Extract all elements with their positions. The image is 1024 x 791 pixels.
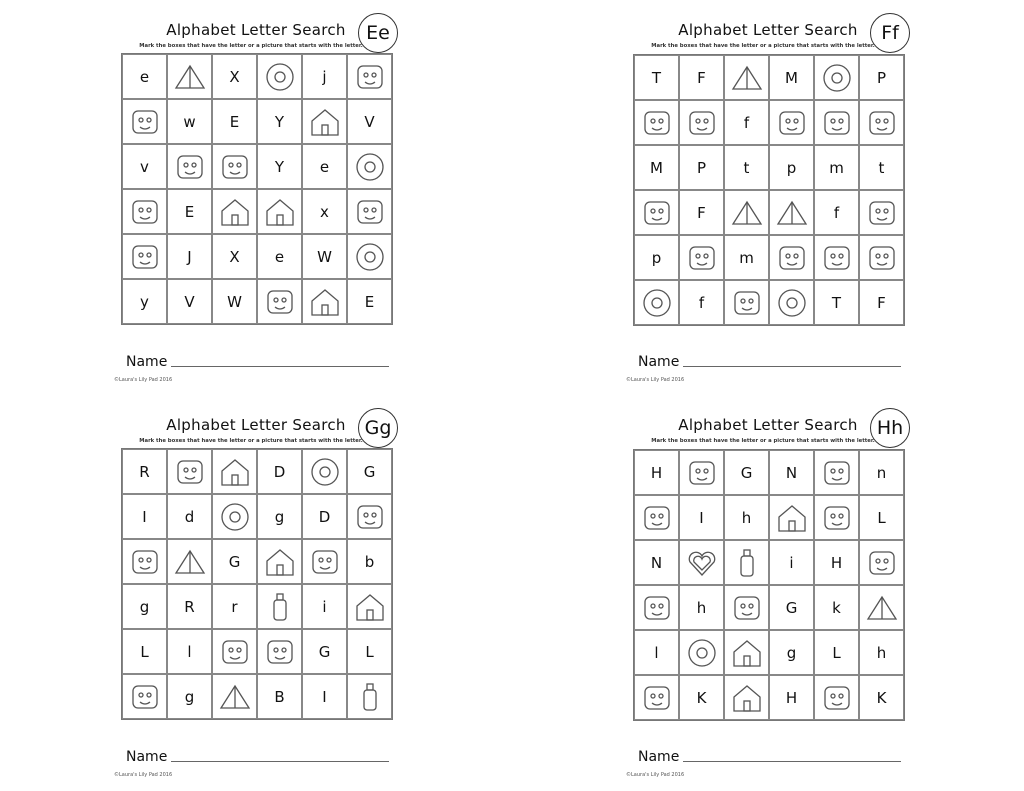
bee-icon xyxy=(171,453,209,491)
name-label: Name xyxy=(126,749,168,765)
letter-cell[interactable]: K xyxy=(859,675,904,720)
picture-cell-box[interactable] xyxy=(257,189,302,234)
eggs-icon xyxy=(261,58,299,96)
picture-cell-bee[interactable] xyxy=(167,449,212,494)
picture-cell-net[interactable] xyxy=(634,675,679,720)
name-field[interactable] xyxy=(126,354,389,370)
letter-cell[interactable]: I xyxy=(122,494,167,539)
picture-cell-wheel[interactable] xyxy=(347,144,392,189)
letter-cell[interactable]: l xyxy=(634,630,679,675)
letter-cell[interactable]: F xyxy=(679,55,724,100)
letter-cell[interactable]: e xyxy=(302,144,347,189)
letter-cell[interactable]: N xyxy=(634,540,679,585)
picture-cell-door[interactable] xyxy=(257,539,302,584)
letter-cell[interactable]: G xyxy=(347,449,392,494)
pumpkin-icon xyxy=(638,104,676,142)
penguin-icon xyxy=(728,284,766,322)
ladder-icon xyxy=(728,679,766,717)
picture-cell-monkey[interactable] xyxy=(769,235,814,280)
name-line[interactable] xyxy=(171,761,389,762)
fan-icon xyxy=(773,284,811,322)
letter-cell[interactable]: H xyxy=(769,675,814,720)
name-line[interactable] xyxy=(171,366,389,367)
key-icon xyxy=(638,499,676,537)
copyright: ©Laura's Lily Pad 2016 xyxy=(114,377,173,383)
name-label: Name xyxy=(638,354,680,370)
letter-badge: Gg xyxy=(358,408,398,448)
frog-icon xyxy=(818,104,856,142)
picture-cell-king[interactable] xyxy=(859,540,904,585)
name-field[interactable] xyxy=(638,354,901,370)
picture-cell-frog[interactable] xyxy=(814,100,859,145)
picture-cell-igloo[interactable] xyxy=(167,539,212,584)
letter-cell[interactable]: W xyxy=(302,234,347,279)
letter-cell[interactable]: g xyxy=(167,674,212,719)
picture-cell-turkey[interactable] xyxy=(679,100,724,145)
letter-cell[interactable]: L xyxy=(814,630,859,675)
fish-icon xyxy=(683,239,721,277)
picture-cell-money[interactable] xyxy=(859,190,904,235)
letter-cell[interactable]: X xyxy=(212,234,257,279)
letter-cell[interactable]: G xyxy=(769,585,814,630)
letter-badge: Hh xyxy=(870,408,910,448)
guitar-icon xyxy=(126,543,164,581)
picture-cell-tree[interactable] xyxy=(634,280,679,325)
money-icon xyxy=(863,194,901,232)
picture-cell-helicopter[interactable] xyxy=(814,675,859,720)
letter-cell[interactable]: P xyxy=(859,55,904,100)
letter-cell[interactable]: e xyxy=(122,54,167,99)
letter-cell[interactable]: I xyxy=(302,674,347,719)
picture-cell-heart[interactable] xyxy=(679,540,724,585)
ear-icon xyxy=(126,193,164,231)
letter-cell[interactable]: v xyxy=(122,144,167,189)
letter-cell[interactable]: r xyxy=(212,584,257,629)
fire-icon xyxy=(773,194,811,232)
letter-cell[interactable]: E xyxy=(347,279,392,324)
picture-cell-fish[interactable] xyxy=(679,235,724,280)
picture-cell-lamp[interactable] xyxy=(212,674,257,719)
tree-icon xyxy=(638,284,676,322)
letter-cell[interactable]: K xyxy=(679,675,724,720)
picture-cell-flowers[interactable] xyxy=(814,55,859,100)
hamburger-icon xyxy=(683,634,721,672)
letter-cell[interactable]: H xyxy=(814,540,859,585)
letter-cell[interactable]: i xyxy=(769,540,814,585)
picture-cell-tent[interactable] xyxy=(724,55,769,100)
helicopter-icon xyxy=(818,679,856,717)
worksheet-e xyxy=(106,8,406,388)
instructions: Mark the boxes that have the letter or a picture that starts with the letter. xyxy=(139,43,363,49)
picture-cell-elephant[interactable] xyxy=(212,144,257,189)
lamp-icon xyxy=(216,678,254,716)
letter-cell[interactable]: R xyxy=(167,584,212,629)
wheel-icon xyxy=(351,148,389,186)
picture-cell-ice-skates[interactable] xyxy=(257,629,302,674)
letter-cell[interactable]: M xyxy=(634,145,679,190)
instructions: Mark the boxes that have the letter or a picture that starts with the letter. xyxy=(651,438,875,444)
letter-cell[interactable]: E xyxy=(212,99,257,144)
letter-badge: Ee xyxy=(358,13,398,53)
picture-cell-goat[interactable] xyxy=(302,539,347,584)
leaf-icon xyxy=(818,499,856,537)
xylophone-icon xyxy=(171,148,209,186)
picture-cell-yogurt[interactable] xyxy=(257,279,302,324)
letter-cell[interactable]: m xyxy=(724,235,769,280)
letter-cell[interactable]: G xyxy=(212,539,257,584)
picture-cell-igloo[interactable] xyxy=(859,585,904,630)
picture-cell-whale[interactable] xyxy=(122,234,167,279)
letter-cell[interactable]: n xyxy=(859,450,904,495)
picture-cell-foot[interactable] xyxy=(859,235,904,280)
letter-cell[interactable]: e xyxy=(257,234,302,279)
name-field[interactable] xyxy=(126,749,389,765)
letter-cell[interactable]: h xyxy=(859,630,904,675)
picture-cell-robot[interactable] xyxy=(122,674,167,719)
worksheet-f xyxy=(618,8,918,388)
picture-cell-ladder[interactable] xyxy=(724,675,769,720)
letter-cell[interactable]: l xyxy=(167,629,212,674)
monkey-icon xyxy=(773,239,811,277)
letter-cell[interactable]: J xyxy=(167,234,212,279)
letter-grid xyxy=(633,449,905,721)
letter-cell[interactable]: T xyxy=(814,280,859,325)
letter-cell[interactable]: h xyxy=(724,495,769,540)
letter-cell[interactable]: T xyxy=(634,55,679,100)
turtle-icon xyxy=(818,239,856,277)
tiger-icon xyxy=(638,194,676,232)
letter-cell[interactable]: E xyxy=(167,189,212,234)
letter-cell[interactable]: d xyxy=(167,494,212,539)
king-icon xyxy=(863,544,901,582)
picture-cell-tiger[interactable] xyxy=(634,190,679,235)
letter-cell[interactable]: L xyxy=(122,629,167,674)
letter-cell[interactable]: p xyxy=(634,235,679,280)
letter-cell[interactable]: D xyxy=(302,494,347,539)
letter-cell[interactable]: Y xyxy=(257,144,302,189)
picture-cell-eggs[interactable] xyxy=(257,54,302,99)
tent-icon xyxy=(728,59,766,97)
rocket-icon xyxy=(351,498,389,536)
instructions: Mark the boxes that have the letter or a picture that starts with the letter. xyxy=(139,438,363,444)
picture-cell-guitar[interactable] xyxy=(122,539,167,584)
yo-yo-icon xyxy=(351,238,389,276)
letter-cell[interactable]: N xyxy=(769,450,814,495)
title-text: Alphabet Letter Search xyxy=(678,21,858,39)
title-text: Alphabet Letter Search xyxy=(166,416,346,434)
house-icon xyxy=(773,499,811,537)
picture-cell-rocket[interactable] xyxy=(347,494,392,539)
picture-cell-pig[interactable] xyxy=(859,100,904,145)
letter-cell[interactable]: t xyxy=(724,145,769,190)
letter-cell[interactable]: f xyxy=(724,100,769,145)
letter-cell[interactable]: k xyxy=(814,585,859,630)
letter-cell[interactable]: V xyxy=(347,99,392,144)
picture-cell-newspaper[interactable] xyxy=(724,630,769,675)
letter-cell[interactable]: X xyxy=(212,54,257,99)
picture-cell-glue[interactable] xyxy=(347,674,392,719)
picture-cell-leaf[interactable] xyxy=(814,495,859,540)
letter-cell[interactable]: D xyxy=(257,449,302,494)
easel-icon xyxy=(306,103,344,141)
ice-skates-icon xyxy=(638,589,676,627)
picture-cell-mouse[interactable] xyxy=(769,100,814,145)
picture-cell-pumpkin[interactable] xyxy=(634,100,679,145)
letter-cell[interactable]: F xyxy=(859,280,904,325)
yogurt-icon xyxy=(261,283,299,321)
glue-icon xyxy=(351,678,389,716)
name-line[interactable] xyxy=(683,366,901,367)
name-label: Name xyxy=(638,749,680,765)
copyright: ©Laura's Lily Pad 2016 xyxy=(114,772,173,778)
letter-cell[interactable]: y xyxy=(122,279,167,324)
box-icon xyxy=(261,193,299,231)
letter-grid xyxy=(633,54,905,326)
robot-icon xyxy=(126,678,164,716)
picture-cell-envelope[interactable] xyxy=(302,279,347,324)
letter-cell[interactable]: i xyxy=(302,584,347,629)
letter-cell[interactable]: Y xyxy=(257,99,302,144)
whale-icon xyxy=(126,238,164,276)
copyright: ©Laura's Lily Pad 2016 xyxy=(626,772,685,778)
eel-icon xyxy=(351,193,389,231)
letter-grid xyxy=(121,53,393,325)
picture-cell-fire[interactable] xyxy=(769,190,814,235)
van-icon xyxy=(216,193,254,231)
igloo-icon xyxy=(863,589,901,627)
bottle-icon xyxy=(261,588,299,626)
letter-cell[interactable]: p xyxy=(769,145,814,190)
name-label: Name xyxy=(126,354,168,370)
letter-cell[interactable]: f xyxy=(679,280,724,325)
picture-cell-bottle[interactable] xyxy=(257,584,302,629)
volcano-icon xyxy=(171,58,209,96)
worksheet-g xyxy=(106,403,406,783)
letter-cell[interactable]: x xyxy=(302,189,347,234)
picture-cell-glue[interactable] xyxy=(724,540,769,585)
picture-cell-yo-yo[interactable] xyxy=(347,234,392,279)
picture-cell-gorilla[interactable] xyxy=(814,450,859,495)
picture-cell-ear[interactable] xyxy=(122,189,167,234)
hat-icon xyxy=(728,589,766,627)
worksheet-h xyxy=(618,403,918,783)
flowers-icon xyxy=(818,59,856,97)
letter-cell[interactable]: F xyxy=(679,190,724,235)
picture-cell-lock[interactable] xyxy=(347,584,392,629)
donut-icon xyxy=(216,498,254,536)
picture-cell-hat[interactable] xyxy=(724,585,769,630)
name-field[interactable] xyxy=(638,749,901,765)
picture-cell-grapes[interactable] xyxy=(302,449,347,494)
letter-cell[interactable]: g xyxy=(769,630,814,675)
turkey-icon xyxy=(683,104,721,142)
picture-cell-house[interactable] xyxy=(769,495,814,540)
letter-cell[interactable]: L xyxy=(859,495,904,540)
hand-icon xyxy=(683,454,721,492)
lock-icon xyxy=(351,588,389,626)
heart-icon xyxy=(683,544,721,582)
title-text: Alphabet Letter Search xyxy=(678,416,858,434)
letter-cell[interactable]: I xyxy=(679,495,724,540)
letter-cell[interactable]: f xyxy=(814,190,859,235)
igloo-icon xyxy=(171,543,209,581)
letter-cell[interactable]: R xyxy=(122,449,167,494)
title-text: Alphabet Letter Search xyxy=(166,21,346,39)
letter-cell[interactable]: b xyxy=(347,539,392,584)
goat-icon xyxy=(306,543,344,581)
letter-cell[interactable]: W xyxy=(212,279,257,324)
picture-cell-eel[interactable] xyxy=(347,189,392,234)
gorilla-icon xyxy=(216,633,254,671)
gorilla-icon xyxy=(818,454,856,492)
picture-cell-penguin[interactable] xyxy=(724,280,769,325)
net-icon xyxy=(638,679,676,717)
picture-cell-tie[interactable] xyxy=(724,190,769,235)
letter-cell[interactable]: L xyxy=(347,629,392,674)
pig-icon xyxy=(863,104,901,142)
instructions: Mark the boxes that have the letter or a picture that starts with the letter. xyxy=(651,43,875,49)
game-board-icon xyxy=(216,453,254,491)
letter-cell[interactable]: g xyxy=(257,494,302,539)
picture-cell-turtle[interactable] xyxy=(814,235,859,280)
letter-cell[interactable]: P xyxy=(679,145,724,190)
picture-cell-donut[interactable] xyxy=(212,494,257,539)
ice-skates-icon xyxy=(261,633,299,671)
envelope-icon xyxy=(306,283,344,321)
foot-icon xyxy=(863,239,901,277)
jet-icon xyxy=(126,103,164,141)
picture-cell-hand[interactable] xyxy=(679,450,724,495)
picture-cell-key[interactable] xyxy=(634,495,679,540)
letter-cell[interactable]: w xyxy=(167,99,212,144)
letter-cell[interactable]: g xyxy=(122,584,167,629)
letter-cell[interactable]: G xyxy=(724,450,769,495)
picture-cell-van[interactable] xyxy=(212,189,257,234)
letter-cell[interactable]: t xyxy=(859,145,904,190)
name-line[interactable] xyxy=(683,761,901,762)
copyright: ©Laura's Lily Pad 2016 xyxy=(626,377,685,383)
picture-cell-gorilla[interactable] xyxy=(212,629,257,674)
letter-cell[interactable]: H xyxy=(634,450,679,495)
picture-cell-easel[interactable] xyxy=(302,99,347,144)
glue-icon xyxy=(728,544,766,582)
tie-icon xyxy=(728,194,766,232)
grapes-icon xyxy=(306,453,344,491)
letter-cell[interactable]: m xyxy=(814,145,859,190)
newspaper-icon xyxy=(728,634,766,672)
picture-cell-jeans[interactable] xyxy=(347,54,392,99)
letter-badge: Ff xyxy=(870,13,910,53)
door-icon xyxy=(261,543,299,581)
picture-cell-ice-skates[interactable] xyxy=(634,585,679,630)
letter-cell[interactable]: M xyxy=(769,55,814,100)
letter-grid xyxy=(121,448,393,720)
letter-cell[interactable]: G xyxy=(302,629,347,674)
letter-cell[interactable]: j xyxy=(302,54,347,99)
letter-cell[interactable]: h xyxy=(679,585,724,630)
picture-cell-xylophone[interactable] xyxy=(167,144,212,189)
picture-cell-game-board[interactable] xyxy=(212,449,257,494)
elephant-icon xyxy=(216,148,254,186)
letter-cell[interactable]: V xyxy=(167,279,212,324)
picture-cell-fan[interactable] xyxy=(769,280,814,325)
mouse-icon xyxy=(773,104,811,142)
jeans-icon xyxy=(351,58,389,96)
picture-cell-jet[interactable] xyxy=(122,99,167,144)
letter-cell[interactable]: B xyxy=(257,674,302,719)
picture-cell-hamburger[interactable] xyxy=(679,630,724,675)
picture-cell-volcano[interactable] xyxy=(167,54,212,99)
